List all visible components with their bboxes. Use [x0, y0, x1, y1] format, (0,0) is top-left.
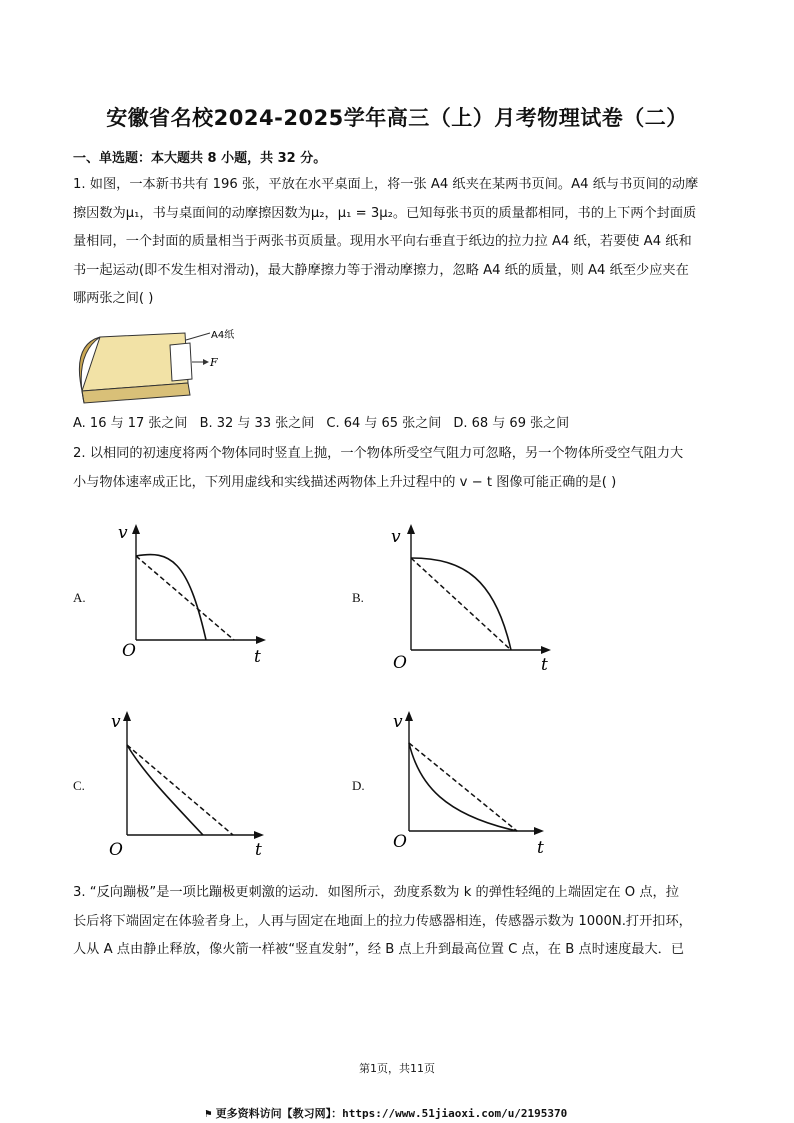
force-label: F: [210, 356, 218, 369]
option-c[interactable]: C. 64 与 65 张之间: [326, 416, 442, 431]
q2-line: 2. 以相同的初速度将两个物体同时竖直上抛，一个物体所受空气阻力可忽略，另一个物体所受空气阻力大: [73, 446, 684, 461]
option-a[interactable]: A. 16 与 17 张之间: [73, 416, 188, 431]
section-heading: 一、单选题：本大题共 8 小题，共 32 分。: [73, 151, 327, 166]
page-title: 安徽省名校2024-2025学年高三（上）月考物理试卷（二）: [106, 106, 688, 130]
axis-v-label: v: [111, 712, 121, 732]
graph-a: [110, 520, 280, 670]
promo-text[interactable]: 更多资料访问【教习网】：https://www.51jiaoxi.com/u/2195370: [215, 1107, 568, 1120]
q1-line: 量相同，一个封面的质量相当于两张书页质量。现用水平向右垂直于纸边的拉力拉 A4 纸，若要使 A4 纸和: [73, 234, 692, 249]
book-figure: [70, 325, 250, 405]
q1-line: 哪两张之间( ): [73, 291, 154, 306]
option-b[interactable]: B. 32 与 33 张之间: [199, 416, 315, 431]
q3-line: 3. “反向蹦极”是一项比蹦极更刺激的运动．如图所示，劲度系数为 k 的弹性轻绳的上端固定在 O 点，拉: [73, 885, 679, 900]
axis-t-label: t: [541, 655, 548, 675]
option-d[interactable]: D. 68 与 69 张之间: [453, 416, 570, 431]
a4-paper-label: A4纸: [211, 330, 235, 341]
origin-label: O: [393, 653, 407, 673]
axis-t-label: t: [537, 838, 544, 858]
option-c-label[interactable]: C.: [73, 778, 85, 793]
q3-line: 长后将下端固定在体验者身上，人再与固定在地面上的拉力传感器相连，传感器示数为 1000N.打开扣环，: [73, 913, 692, 929]
origin-label: O: [122, 641, 136, 661]
graph-c: [105, 705, 275, 860]
option-a-label[interactable]: A.: [73, 590, 86, 605]
q1-options: [73, 412, 577, 431]
promo-link[interactable]: [205, 1105, 567, 1121]
axis-t-label: t: [255, 840, 262, 860]
option-b-label[interactable]: B.: [352, 590, 364, 605]
q1-line: 1. 如图，一本新书共有 196 张，平放在水平桌面上，将一张 A4 纸夹在某两书页间。A4 纸与书页间的动摩: [73, 177, 699, 192]
page-number: 第1页，共11页: [359, 1062, 435, 1075]
q1-line: 擦因数为μ₁，书与桌面间的动摩擦因数为μ₂，μ₁ = 3μ₂。已知每张书页的质量都相同，书的上下两个封面质: [73, 205, 697, 221]
question-1-text: [73, 171, 723, 314]
origin-label: O: [109, 840, 123, 860]
graph-b: [385, 520, 565, 675]
q1-line: 书一起运动(即不发生相对滑动)，最大静摩擦力等于滑动摩擦力，忽略 A4 纸的质量，则 A4 纸至少应夹在: [73, 262, 689, 278]
flag-icon: ⚑: [205, 1107, 212, 1120]
graph-d: [385, 705, 555, 860]
axis-v-label: v: [393, 712, 403, 732]
option-d-label[interactable]: D.: [352, 778, 365, 793]
axis-v-label: v: [118, 523, 128, 543]
q2-line: 小与物体速率成正比，下列用虚线和实线描述两物体上升过程中的 v − t 图像可能正确的是( ): [73, 474, 617, 490]
origin-label: O: [393, 832, 407, 852]
q3-line: 人从 A 点由静止释放，像火箭一样被“竖直发射”，经 B 点上升到最高位置 C 点，在 B 点时速度最大．已: [73, 942, 685, 957]
axis-v-label: v: [391, 527, 401, 547]
question-3-text: [73, 879, 723, 965]
axis-t-label: t: [254, 647, 261, 667]
question-2-text: [73, 440, 723, 497]
